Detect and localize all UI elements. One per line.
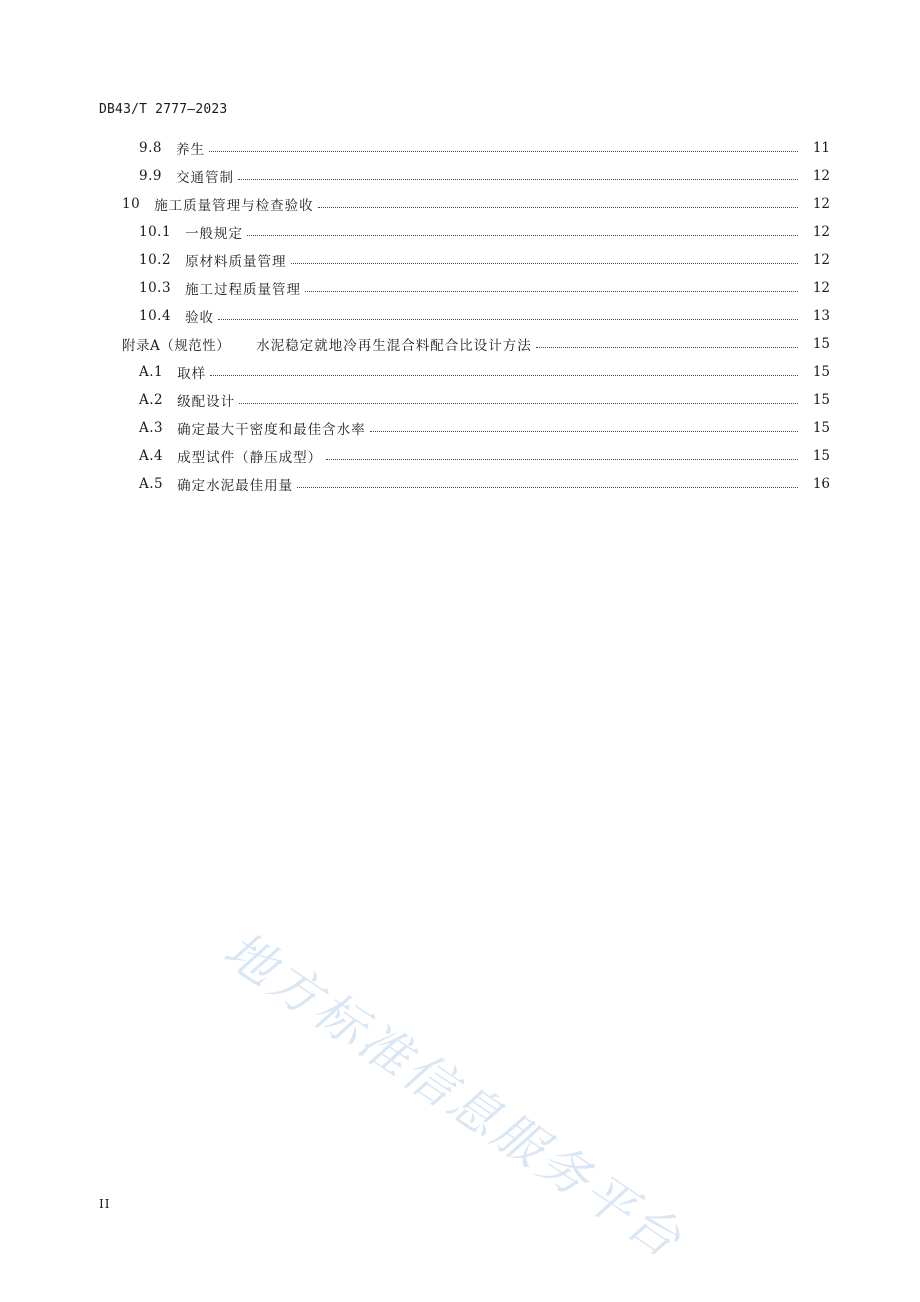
toc-entry-title: 取样 xyxy=(177,366,207,382)
toc-entry-9-8[interactable] xyxy=(139,136,830,160)
toc-entry-title: 一般规定 xyxy=(185,226,244,242)
toc-entry-page: 16 xyxy=(812,476,830,492)
toc-leader-dots xyxy=(305,291,798,292)
toc-entry-title: 水泥稳定就地冷再生混合料配合比设计方法 xyxy=(256,338,532,354)
toc-entry-title: 成型试件（静压成型） xyxy=(177,450,323,466)
toc-leader-dots xyxy=(210,375,798,376)
toc-leader-dots xyxy=(370,431,798,432)
toc-entry-title: 验收 xyxy=(185,310,215,326)
toc-entry-title: 交通管制 xyxy=(175,170,234,186)
toc-entry-title: 确定水泥最佳用量 xyxy=(177,478,294,494)
toc-entry-10-3[interactable] xyxy=(139,276,830,300)
toc-leader-dots xyxy=(291,263,798,264)
toc-entry-page: 12 xyxy=(812,168,830,184)
toc-leader-dots xyxy=(239,403,798,404)
toc-entry-number: A.2 xyxy=(139,392,164,408)
toc-entry-a-1[interactable] xyxy=(139,360,830,384)
toc-entry-number: 10.3 xyxy=(139,280,172,296)
toc-entry-a-2[interactable] xyxy=(139,388,830,412)
toc-entry-page: 15 xyxy=(812,420,830,436)
toc-leader-dots xyxy=(218,319,798,320)
toc-entry-number: A.3 xyxy=(139,420,164,436)
toc-entry-title: 原材料质量管理 xyxy=(185,254,287,270)
toc-entry-page: 11 xyxy=(812,140,830,156)
toc-entry-a-3[interactable] xyxy=(139,416,830,440)
toc-entry-number: A.1 xyxy=(139,364,164,380)
toc-entry-number: A.5 xyxy=(139,476,164,492)
toc-entry-number: 10.1 xyxy=(139,224,172,240)
toc-entry-page: 12 xyxy=(812,252,830,268)
toc-entry-title: 施工质量管理与检查验收 xyxy=(154,198,314,214)
watermark-text: 地方标准信息服务平台 xyxy=(213,920,694,1271)
toc-entry-number: 10 xyxy=(122,196,141,212)
toc-entry-10-1[interactable] xyxy=(139,220,830,244)
toc-entry-10[interactable] xyxy=(122,192,830,216)
standard-code-header: DB43/T 2777—2023 xyxy=(99,102,228,117)
toc-leader-dots xyxy=(326,459,798,460)
toc-entry-number: 10.2 xyxy=(139,252,172,268)
toc-leader-dots xyxy=(318,207,798,208)
toc-entry-a-5[interactable] xyxy=(139,472,830,496)
toc-entry-page: 15 xyxy=(812,392,830,408)
toc-entry-page: 12 xyxy=(812,196,830,212)
toc-entry-9-9[interactable] xyxy=(139,164,830,188)
toc-entry-page: 13 xyxy=(812,308,830,324)
toc-entry-number: 9.8 xyxy=(139,140,162,156)
toc-leader-dots xyxy=(209,151,798,152)
toc-entry-title: 级配设计 xyxy=(177,394,236,410)
toc-entry-page: 12 xyxy=(812,280,830,296)
toc-entry-number: A.4 xyxy=(139,448,164,464)
toc-entry-title: 施工过程质量管理 xyxy=(185,282,302,298)
toc-entry-title: 确定最大干密度和最佳含水率 xyxy=(177,422,366,438)
toc-entry-title: 养生 xyxy=(175,142,205,158)
toc-leader-dots xyxy=(238,179,798,180)
page-number-footer: II xyxy=(99,1197,111,1211)
toc-leader-dots xyxy=(297,487,798,488)
toc-entry-a-4[interactable] xyxy=(139,444,830,468)
toc-leader-dots xyxy=(536,347,798,348)
toc-entry-page: 15 xyxy=(812,336,830,352)
toc-entry-number: 9.9 xyxy=(139,168,162,184)
toc-entry-appendix-a[interactable] xyxy=(122,332,830,356)
toc-entry-10-2[interactable] xyxy=(139,248,830,272)
toc-entry-number: 附录A（规范性） xyxy=(122,338,231,354)
toc-entry-page: 12 xyxy=(812,224,830,240)
toc-entry-10-4[interactable] xyxy=(139,304,830,328)
toc-entry-number: 10.4 xyxy=(139,308,172,324)
toc-entry-page: 15 xyxy=(812,448,830,464)
toc-leader-dots xyxy=(247,235,798,236)
toc-entry-page: 15 xyxy=(812,364,830,380)
